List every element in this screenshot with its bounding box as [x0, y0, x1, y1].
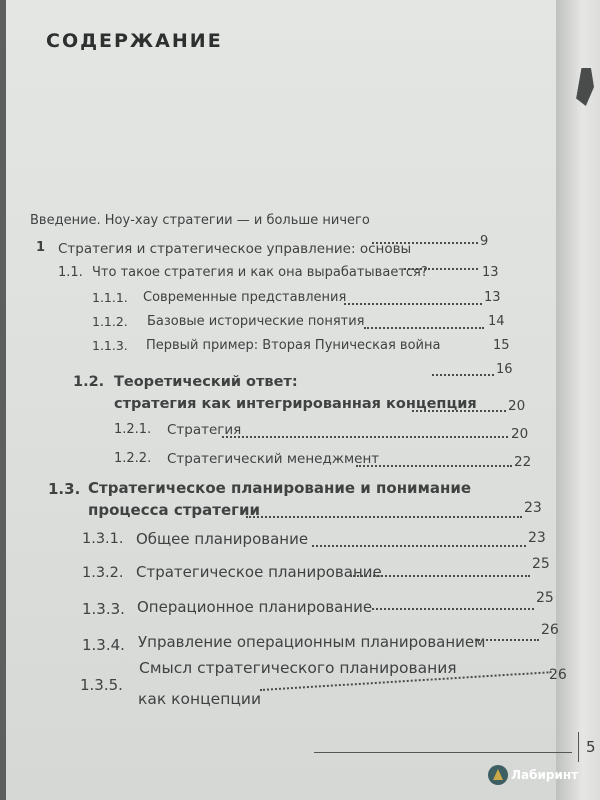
toc-entry-title: Первый пример: Вторая Пуническая война	[146, 338, 441, 353]
toc-leader-dots	[312, 545, 526, 547]
toc-entry-number: 1.3.4.	[82, 636, 125, 654]
watermark	[488, 760, 596, 790]
page-number-divider	[578, 732, 579, 762]
toc-entry-page: 25	[536, 590, 554, 606]
toc-entry-page: 16	[496, 362, 513, 377]
toc-entry-number: 1.1.2.	[92, 314, 128, 329]
footer-rule	[314, 752, 572, 753]
toc-entry-title-line2: стратегия как интегрированная концепция	[114, 396, 477, 412]
toc-entry-title: Операционное планирование	[137, 598, 373, 616]
toc-leader-dots	[222, 436, 508, 438]
toc-leader-dots	[246, 516, 522, 518]
toc-entry-page: 25	[532, 556, 550, 572]
toc-leader-dots	[364, 327, 484, 329]
toc-entry-page: 9	[480, 234, 489, 249]
toc-entry-number: 1.1.1.	[92, 290, 128, 305]
toc-entry-title-line2: процесса стратегии	[88, 501, 260, 519]
toc-entry-title: Стратегическое планирование	[136, 563, 382, 581]
toc-leader-dots	[372, 608, 534, 610]
toc-entry-number: 1.3.2.	[82, 565, 124, 581]
toc-entry-number: 1.2.2.	[114, 451, 152, 466]
toc-entry-page: 23	[528, 530, 546, 546]
toc-entry-title: Общее планирование	[136, 530, 309, 548]
toc-entry-number: 1.1.3.	[92, 338, 128, 353]
toc-entry-number: 1.1.	[58, 265, 83, 280]
toc-entry-page: 15	[493, 338, 510, 353]
toc-leader-dots	[432, 374, 494, 376]
toc-entry-title: Стратегия	[167, 422, 242, 438]
toc-entry-page: 23	[524, 500, 542, 516]
toc-entry-number: 1.3.1.	[82, 531, 124, 547]
toc-entry-title: Что такое стратегия и как она вырабатывается?	[92, 265, 428, 280]
toc-entry-number: 1.3.5.	[80, 676, 123, 694]
toc-entry-number: 1.2.	[73, 374, 105, 390]
toc-leader-dots	[412, 410, 506, 412]
toc-leader-dots	[475, 639, 539, 641]
toc-entry-title: Стратегический менеджмент	[167, 451, 380, 467]
toc-entry-title: Управление операционным планированием	[138, 633, 486, 651]
toc-entry-page: 14	[488, 314, 505, 329]
toc-entry-title: Современные представления	[143, 290, 347, 305]
toc-heading: СОДЕРЖАНИЕ	[46, 30, 223, 52]
toc-entry-page: 20	[511, 426, 529, 442]
toc-entry-title: Введение. Ноу-хау стратегии — и больше ничего	[30, 213, 370, 228]
toc-entry-number: 1.3.3.	[82, 600, 125, 618]
page-number: 5	[586, 738, 596, 756]
toc-entry-title: Смысл стратегического планирования	[139, 659, 457, 677]
toc-leader-dots	[356, 465, 512, 467]
toc-entry-page: 13	[482, 265, 499, 280]
toc-entry-number: 1.2.1.	[114, 422, 152, 437]
watermark-text: Лабиринт	[511, 768, 579, 782]
toc-entry-number: 1.3.	[48, 480, 81, 498]
toc-entry-title: Базовые исторические понятия	[147, 314, 365, 329]
toc-entry-title: Теоретический ответ:	[114, 374, 298, 390]
toc-entry-title-line2: как концепции	[138, 690, 262, 708]
toc-entry-number: 1	[36, 240, 46, 255]
toc-entry-page: 13	[484, 290, 501, 305]
labirint-logo-icon	[488, 765, 508, 785]
toc-entry-title: Стратегия и стратегическое управление: основы	[58, 241, 412, 257]
toc-leader-dots	[350, 575, 530, 577]
toc-entry-page: 26	[549, 667, 567, 683]
toc-entry-page: 20	[508, 398, 526, 414]
toc-entry-page: 26	[541, 622, 559, 638]
toc-leader-dots	[344, 303, 482, 305]
toc-entry-page: 22	[514, 454, 532, 470]
toc-entry-title: Стратегическое планирование и понимание	[88, 479, 471, 497]
